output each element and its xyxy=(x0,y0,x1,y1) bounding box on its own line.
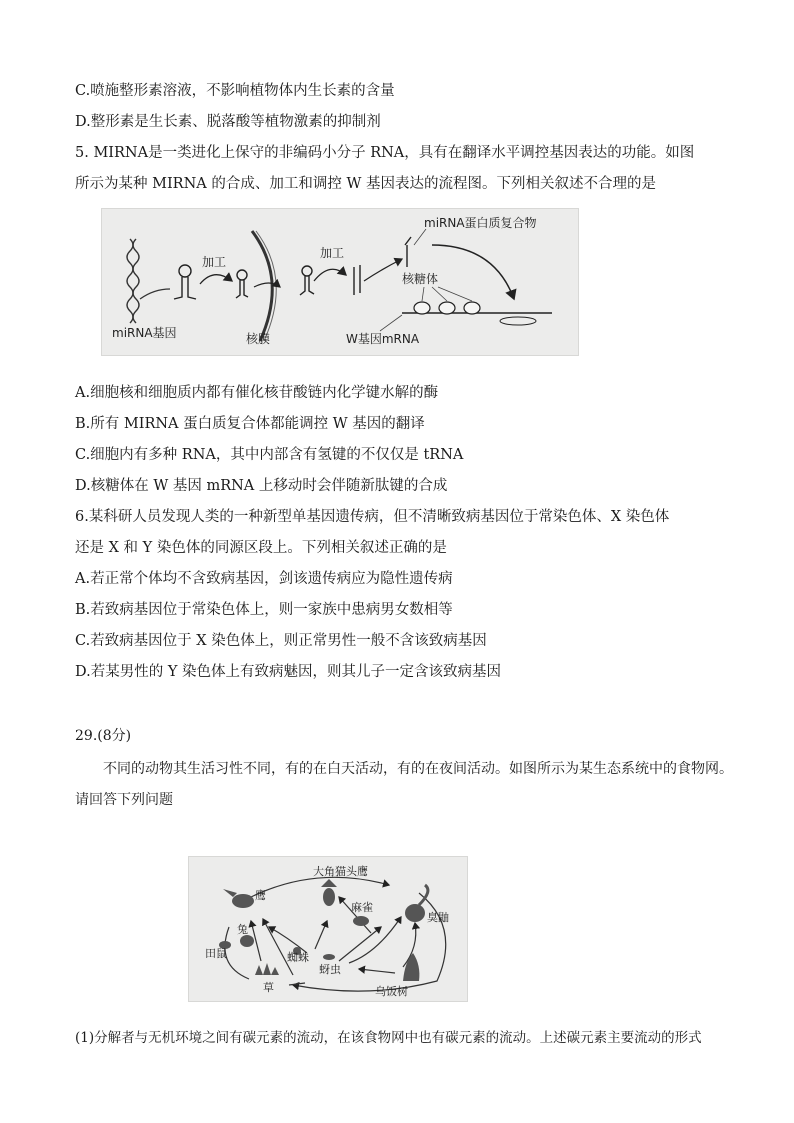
sparrow-label: 麻雀 xyxy=(351,901,373,914)
pre-mirna-hairpin-2 xyxy=(300,266,314,295)
transcription-line xyxy=(140,289,170,299)
q29-intro-line2: 请回答下列问题 xyxy=(75,792,173,808)
mirna-duplex xyxy=(354,265,360,295)
pri-mirna-hairpin xyxy=(174,265,196,299)
bound-complex-on-mrna xyxy=(500,317,536,325)
process-label-2: 加工 xyxy=(320,246,345,260)
q6-stem-line2: 还是 X 和 Y 染色体的同源区段上。下列相关叙述正确的是 xyxy=(75,540,447,556)
q6-option-b: B.若致病基因位于常染色体上，则一家族中患病男女数相等 xyxy=(75,602,453,618)
q6-option-a: A.若正常个体均不含致病基因，剑该遗传病应为隐性遗传病 xyxy=(75,571,453,587)
aphid-label: 蚜虫 xyxy=(319,963,341,976)
ribosome-shapes xyxy=(414,302,480,314)
process-label-1: 加工 xyxy=(202,255,227,269)
q5-option-c: C.细胞内有多种 RNA，其中内部含有氢键的不仅仅是 tRNA xyxy=(75,447,464,463)
hawk-label: 鹰 xyxy=(255,889,266,902)
membrane-label: 核膜 xyxy=(246,332,271,346)
rabbit-label: 兔 xyxy=(237,923,248,936)
q4-option-d: D.整形素是生长素、脱落酸等植物激素的抑制剂 xyxy=(75,114,381,130)
spider-label: 蜘蛛 xyxy=(287,951,309,964)
tree-label: 乌饭树 xyxy=(375,985,408,998)
q6-option-d: D.若某男性的 Y 染色体上有致病魅因，则其儿子一定含该致病基因 xyxy=(75,664,502,680)
process-arrow-1 xyxy=(200,275,232,284)
q5-option-d: D.核糖体在 W 基因 mRNA 上移动时会伴随新肽键的合成 xyxy=(75,478,448,494)
q5-option-a: A.细胞核和细胞质内都有催化核苷酸链内化学键水解的酶 xyxy=(75,385,439,401)
mouse-label: 田鼠 xyxy=(205,947,227,960)
food-web-svg xyxy=(189,857,467,1001)
binding-arrow xyxy=(432,245,514,299)
mirna-diagram-svg xyxy=(102,209,578,355)
mirna-gene-dna-shape xyxy=(127,239,139,323)
assembly-arrow xyxy=(364,259,402,281)
complex-label: miRNA蛋白质复合物 xyxy=(424,216,537,230)
ribosome-label: 核糖体 xyxy=(402,272,439,286)
q29-intro-line1: 不同的动物其生活习性不同，有的在白天活动，有的在夜间活动。如图所示为某生态系统中的食物网。 xyxy=(103,761,733,777)
q29-subquestion-1: (1)分解者与无机环境之间有碳元素的流动，在该食物网中也有碳元素的流动。上述碳元素主要流动的形式 xyxy=(75,1030,702,1046)
q5-stem-line1: 5. MIRNA是一类进化上保守的非编码小分子 RNA，具有在翻译水平调控基因表达的功能。如图 xyxy=(75,145,695,161)
q6-stem-line1: 6.某科研人员发现人类的一种新型单基因遗传病，但不清晰致病基因位于常染色体、X 染色体 xyxy=(75,509,670,525)
q5-option-b: B.所有 MIRNA 蛋白质复合体都能调控 W 基因的翻译 xyxy=(75,416,425,432)
gene-label: miRNA基因 xyxy=(112,326,177,340)
q6-option-c: C.若致病基因位于 X 染色体上，则正常男性一般不含该致病基因 xyxy=(75,633,487,649)
mrna-label: W基因mRNA xyxy=(346,332,420,346)
process-arrow-2 xyxy=(314,269,346,281)
mirna-protein-complex-shape xyxy=(405,237,411,267)
grass-label: 草 xyxy=(263,981,274,994)
food-web-diagram xyxy=(188,856,468,1002)
mirna-flow-diagram xyxy=(101,208,579,356)
skunk-label: 臭鼬 xyxy=(427,911,449,924)
q4-option-c: C.喷施整形素溶液，不影响植物体内生长素的含量 xyxy=(75,83,395,99)
q5-stem-line2: 所示为某种 MIRNA 的合成、加工和调控 W 基因表达的流程图。下列相关叙述不合理的是 xyxy=(75,176,656,192)
owl-label: 大角猫头鹰 xyxy=(313,865,368,878)
q29-heading: 29.(8分) xyxy=(75,728,132,744)
pre-mirna-hairpin-1 xyxy=(236,270,248,298)
